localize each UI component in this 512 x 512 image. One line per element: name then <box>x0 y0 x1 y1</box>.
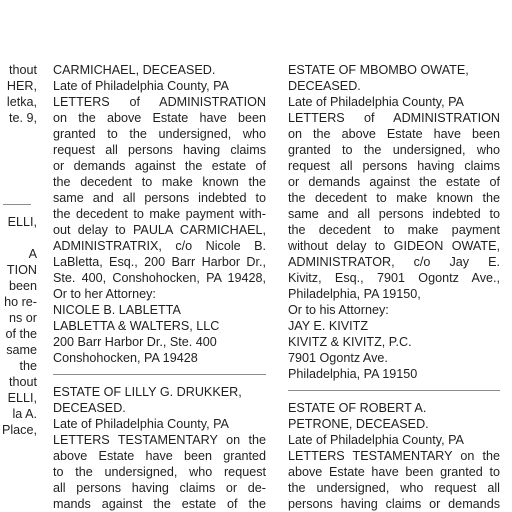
notice-line: Late of Philadelphia County, PA <box>53 417 229 431</box>
notice-heading: PETRONE, DECEASED. <box>288 417 429 431</box>
left-fragment-line: letka, <box>6 95 37 109</box>
notice-heading: ESTATE OF LILLY G. DRUKKER, <box>53 385 242 399</box>
left-fragment-line: same <box>6 343 37 357</box>
left-fragment-line: thout <box>8 63 37 77</box>
left-fragment-line: ho re- <box>4 295 37 309</box>
notice-line: LETTERS TESTAMENTARY on the <box>288 449 500 463</box>
left-fragment-line: ELLI, <box>7 215 37 229</box>
notice-line: the decedent to make known the <box>53 175 266 189</box>
notice-line: LaBletta, Esq., 200 Barr Harbor Dr., <box>53 255 266 269</box>
notice-petrone <box>288 400 500 512</box>
notice-line: without delay to GIDEON OWATE, <box>288 239 500 253</box>
notice-line: mands against the estate of the <box>53 497 266 511</box>
notice-line: Ste. 400, Conshohocken, PA 19428, <box>53 271 266 285</box>
notice-line: 200 Barr Harbor Dr., Ste. 400 <box>53 335 217 349</box>
notice-line: or demands against the estate of <box>53 159 266 173</box>
notice-line: granted to the undersigned, who <box>53 127 266 141</box>
notice-line: Kivitz, Esq., 7901 Ogontz Ave., <box>288 271 500 285</box>
notice-heading: ESTATE OF ROBERT A. <box>288 401 427 415</box>
notice-owate <box>288 62 500 382</box>
left-fragment-line: te. 9, <box>8 111 37 125</box>
notice-heading: ESTATE OF MBOMBO OWATE, <box>288 63 469 77</box>
notice-line: the decedent to make known the <box>288 191 500 205</box>
notice-line: Late of Philadelphia County, PA <box>288 433 464 447</box>
left-fragment-line: been <box>8 279 37 293</box>
notice-line: LETTERS of ADMINISTRATION <box>288 111 500 125</box>
notice-line: NICOLE B. LABLETTA <box>53 303 181 317</box>
notice-line: Conshohocken, PA 19428 <box>53 351 198 365</box>
notice-heading: DECEASED. <box>288 79 361 93</box>
notice-line: the undersigned, who request all <box>288 481 500 495</box>
left-fragment-line: ns or <box>9 311 37 325</box>
notice-line: the decedent to make payment <box>288 223 500 237</box>
notice-line: 7901 Ogontz Ave. <box>288 351 388 365</box>
left-fragment-line: of the <box>5 327 37 341</box>
notice-line: above Estate have been granted <box>53 449 266 463</box>
left-fragment-top <box>0 62 37 126</box>
notice-line: all persons having claims or de- <box>53 481 266 495</box>
notice-line: Late of Philadelphia County, PA <box>53 79 229 93</box>
notice-line: Philadelphia, PA 19150 <box>288 367 418 381</box>
notice-line: ADMINISTRATOR, c/o Jay E. <box>288 255 500 269</box>
notice-line: persons having claims or demands <box>288 497 500 511</box>
left-fragment-line: Place, <box>1 423 37 437</box>
notice-line: KIVITZ & KIVITZ, P.C. <box>288 335 412 349</box>
left-fragment-line <box>0 230 37 246</box>
right-column <box>288 62 500 512</box>
left-fragment-line: TION <box>6 263 37 277</box>
notice-line: Or to his Attorney: <box>288 303 389 317</box>
notice-line: same and all persons indebted to <box>53 191 266 205</box>
left-fragment-line: A <box>28 247 37 261</box>
left-fragment-line: HER, <box>6 79 37 93</box>
notice-line: the decedent to make payment with- <box>53 207 266 221</box>
notice-line: to the undersigned, who request <box>53 465 266 479</box>
left-fragment-divider <box>3 204 31 205</box>
left-fragment-line: la A. <box>12 407 37 421</box>
notice-line: ADMINISTRATRIX, c/o Nicole B. <box>53 239 266 253</box>
notice-line: on the above Estate have been <box>288 127 500 141</box>
notice-line: Late of Philadelphia County, PA <box>288 95 464 109</box>
notice-divider <box>288 390 500 391</box>
notice-line: request all persons having claims <box>53 143 266 157</box>
notice-line: granted to the undersigned, who <box>288 143 500 157</box>
notice-line: LABLETTA & WALTERS, LLC <box>53 319 220 333</box>
notice-drukker <box>53 384 266 512</box>
notice-line: same and all persons indebted to <box>288 207 500 221</box>
notice-carmichael <box>53 62 266 366</box>
left-fragment-line: thout <box>8 375 37 389</box>
notice-divider <box>53 374 266 375</box>
middle-column <box>53 62 266 512</box>
notice-line: JAY E. KIVITZ <box>288 319 369 333</box>
left-fragment-line: ELLI, <box>7 391 37 405</box>
notice-line: above Estate have been granted to <box>288 465 500 479</box>
notice-line: LETTERS TESTAMENTARY on the <box>53 433 266 447</box>
notice-line: on the above Estate have been <box>53 111 266 125</box>
notice-line: Or to her Attorney: <box>53 287 156 301</box>
notice-line: LETTERS of ADMINISTRATION <box>53 95 266 109</box>
notice-line: or demands against the estate of <box>288 175 500 189</box>
left-fragment-bottom <box>0 214 37 438</box>
left-fragment-line: the <box>19 359 37 373</box>
notice-line: request all persons having claims <box>288 159 500 173</box>
left-column-fragment <box>0 62 37 438</box>
notice-line: out delay to PAULA CARMICHAEL, <box>53 223 266 237</box>
notice-heading: CARMICHAEL, DECEASED. <box>53 63 216 77</box>
notice-heading: DECEASED. <box>53 401 126 415</box>
notice-line: Philadelphia, PA 19150, <box>288 287 421 301</box>
